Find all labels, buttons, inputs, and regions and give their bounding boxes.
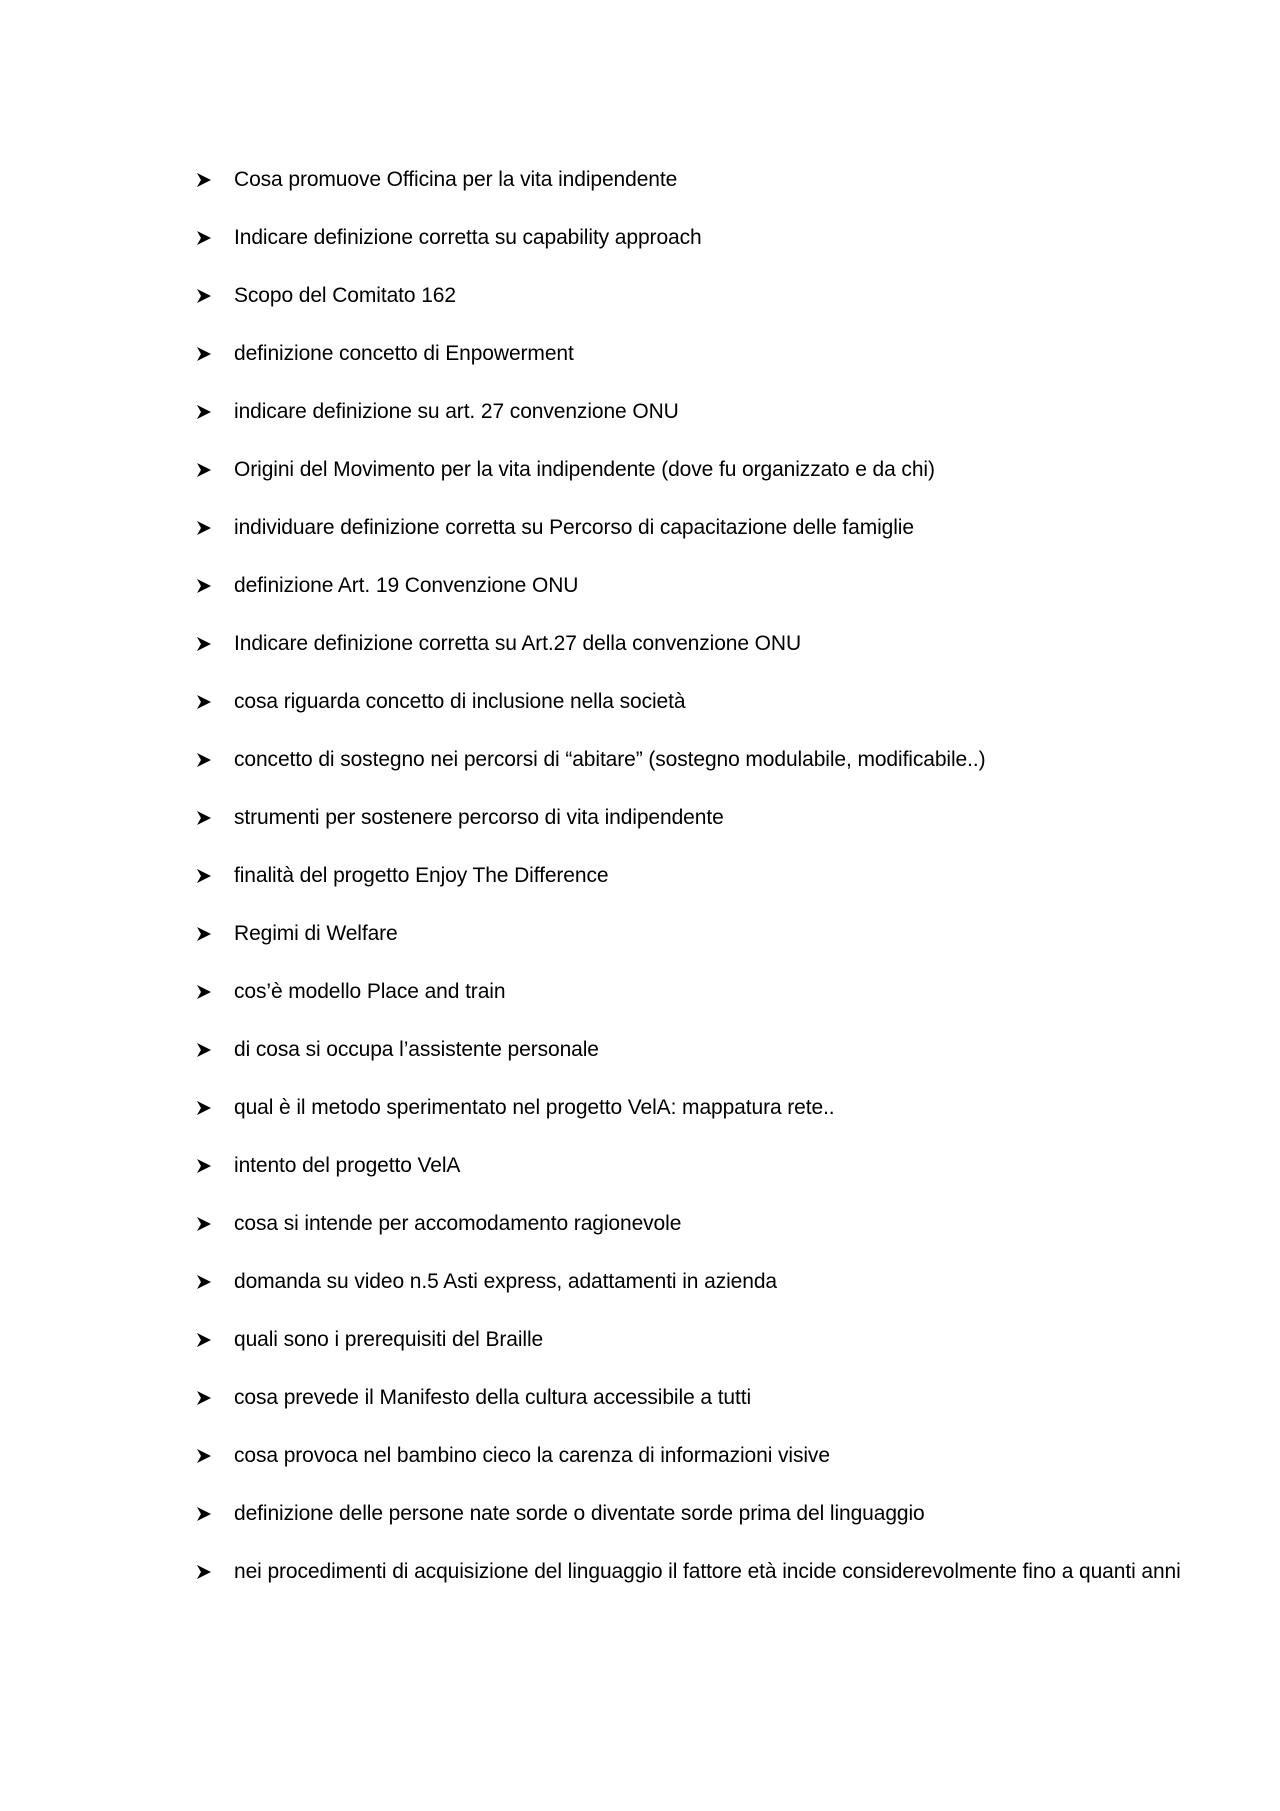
list-item (196, 615, 1206, 673)
list-item-text: Cosa promuove Officina per la vita indipendente (234, 168, 678, 191)
arrowhead-bullet-icon (196, 1427, 234, 1485)
list-item-text: domanda su video n.5 Asti express, adattamenti in azienda (234, 1270, 777, 1293)
arrowhead-bullet-icon (196, 1021, 234, 1079)
list-item-text: Scopo del Comitato 162 (234, 284, 456, 307)
list-item-text: finalità del progetto Enjoy The Difference (234, 864, 609, 887)
arrowhead-bullet-icon (196, 673, 234, 731)
list-item-text: di cosa si occupa l’assistente personale (234, 1038, 599, 1061)
list-item-text: Indicare definizione corretta su Art.27 della convenzione ONU (234, 632, 802, 655)
list-item (196, 1311, 1206, 1369)
arrowhead-bullet-icon (196, 151, 234, 209)
list-item (196, 1485, 1206, 1543)
list-item (196, 267, 1206, 325)
arrowhead-bullet-icon (196, 557, 234, 615)
arrowhead-bullet-icon (196, 1079, 234, 1137)
list-item-text: cosa si intende per accomodamento ragionevole (234, 1212, 682, 1235)
list-item (196, 731, 1206, 789)
arrowhead-bullet-icon (196, 963, 234, 1021)
list-item-text: individuare definizione corretta su Percorso di capacitazione delle famiglie (234, 516, 914, 539)
list-item-text: definizione Art. 19 Convenzione ONU (234, 574, 579, 597)
arrowhead-bullet-icon (196, 1369, 234, 1427)
list-item-text: cosa riguarda concetto di inclusione nella società (234, 690, 686, 713)
list-item-text: intento del progetto VelA (234, 1154, 461, 1177)
list-item (196, 1137, 1206, 1195)
arrowhead-bullet-icon (196, 441, 234, 499)
arrowhead-bullet-icon (196, 789, 234, 847)
list-item (196, 1543, 1206, 1601)
arrowhead-bullet-icon (196, 615, 234, 673)
arrowhead-bullet-icon (196, 1195, 234, 1253)
list-item-text: qual è il metodo sperimentato nel progetto VelA: mappatura rete.. (234, 1096, 835, 1119)
list-item (196, 1079, 1206, 1137)
list-item-text: quali sono i prerequisiti del Braille (234, 1328, 544, 1351)
arrowhead-bullet-icon (196, 325, 234, 383)
list-item (196, 847, 1206, 905)
list-item (196, 1427, 1206, 1485)
list-item-text: definizione delle persone nate sorde o diventate sorde prima del linguaggio (234, 1502, 925, 1525)
list-item (196, 789, 1206, 847)
list-item (196, 905, 1206, 963)
arrowhead-bullet-icon (196, 267, 234, 325)
arrowhead-bullet-icon (196, 1485, 234, 1543)
list-item (196, 673, 1206, 731)
arrowhead-bullet-icon (196, 905, 234, 963)
list-item-text: cosa prevede il Manifesto della cultura accessibile a tutti (234, 1386, 752, 1409)
list-item-text: cosa provoca nel bambino cieco la carenza di informazioni visive (234, 1444, 830, 1467)
arrowhead-bullet-icon (196, 1543, 234, 1601)
list-item-text: Indicare definizione corretta su capability approach (234, 226, 702, 249)
arrowhead-bullet-icon (196, 383, 234, 441)
list-item (196, 963, 1206, 1021)
list-item (196, 441, 1206, 499)
list-item (196, 1369, 1206, 1427)
list-item (196, 1253, 1206, 1311)
list-item (196, 557, 1206, 615)
list-item-text: nei procedimenti di acquisizione del linguaggio il fattore età incide considerevolmente fino a quanti anni (234, 1560, 1181, 1583)
list-item (196, 1021, 1206, 1079)
arrowhead-bullet-icon (196, 847, 234, 905)
arrowhead-bullet-icon (196, 731, 234, 789)
list-item-text: Regimi di Welfare (234, 922, 398, 945)
list-item (196, 209, 1206, 267)
list-item-text: definizione concetto di Enpowerment (234, 342, 574, 365)
list-item-text: strumenti per sostenere percorso di vita indipendente (234, 806, 724, 829)
list-item-text: cos’è modello Place and train (234, 980, 506, 1003)
list-item (196, 151, 1206, 209)
arrowhead-bullet-icon (196, 499, 234, 557)
arrowhead-bullet-icon (196, 1253, 234, 1311)
list-item-text: concetto di sostegno nei percorsi di “abitare” (sostegno modulabile, modificabile..) (234, 748, 986, 771)
list-item (196, 383, 1206, 441)
list-item (196, 499, 1206, 557)
arrowhead-bullet-icon (196, 209, 234, 267)
list-item (196, 325, 1206, 383)
list-item-text: indicare definizione su art. 27 convenzione ONU (234, 400, 679, 423)
arrowhead-bullet-icon (196, 1311, 234, 1369)
list-item (196, 1195, 1206, 1253)
arrowhead-bullet-icon (196, 1137, 234, 1195)
question-list (196, 151, 1206, 1601)
list-item-text: Origini del Movimento per la vita indipendente (dove fu organizzato e da chi) (234, 458, 935, 481)
